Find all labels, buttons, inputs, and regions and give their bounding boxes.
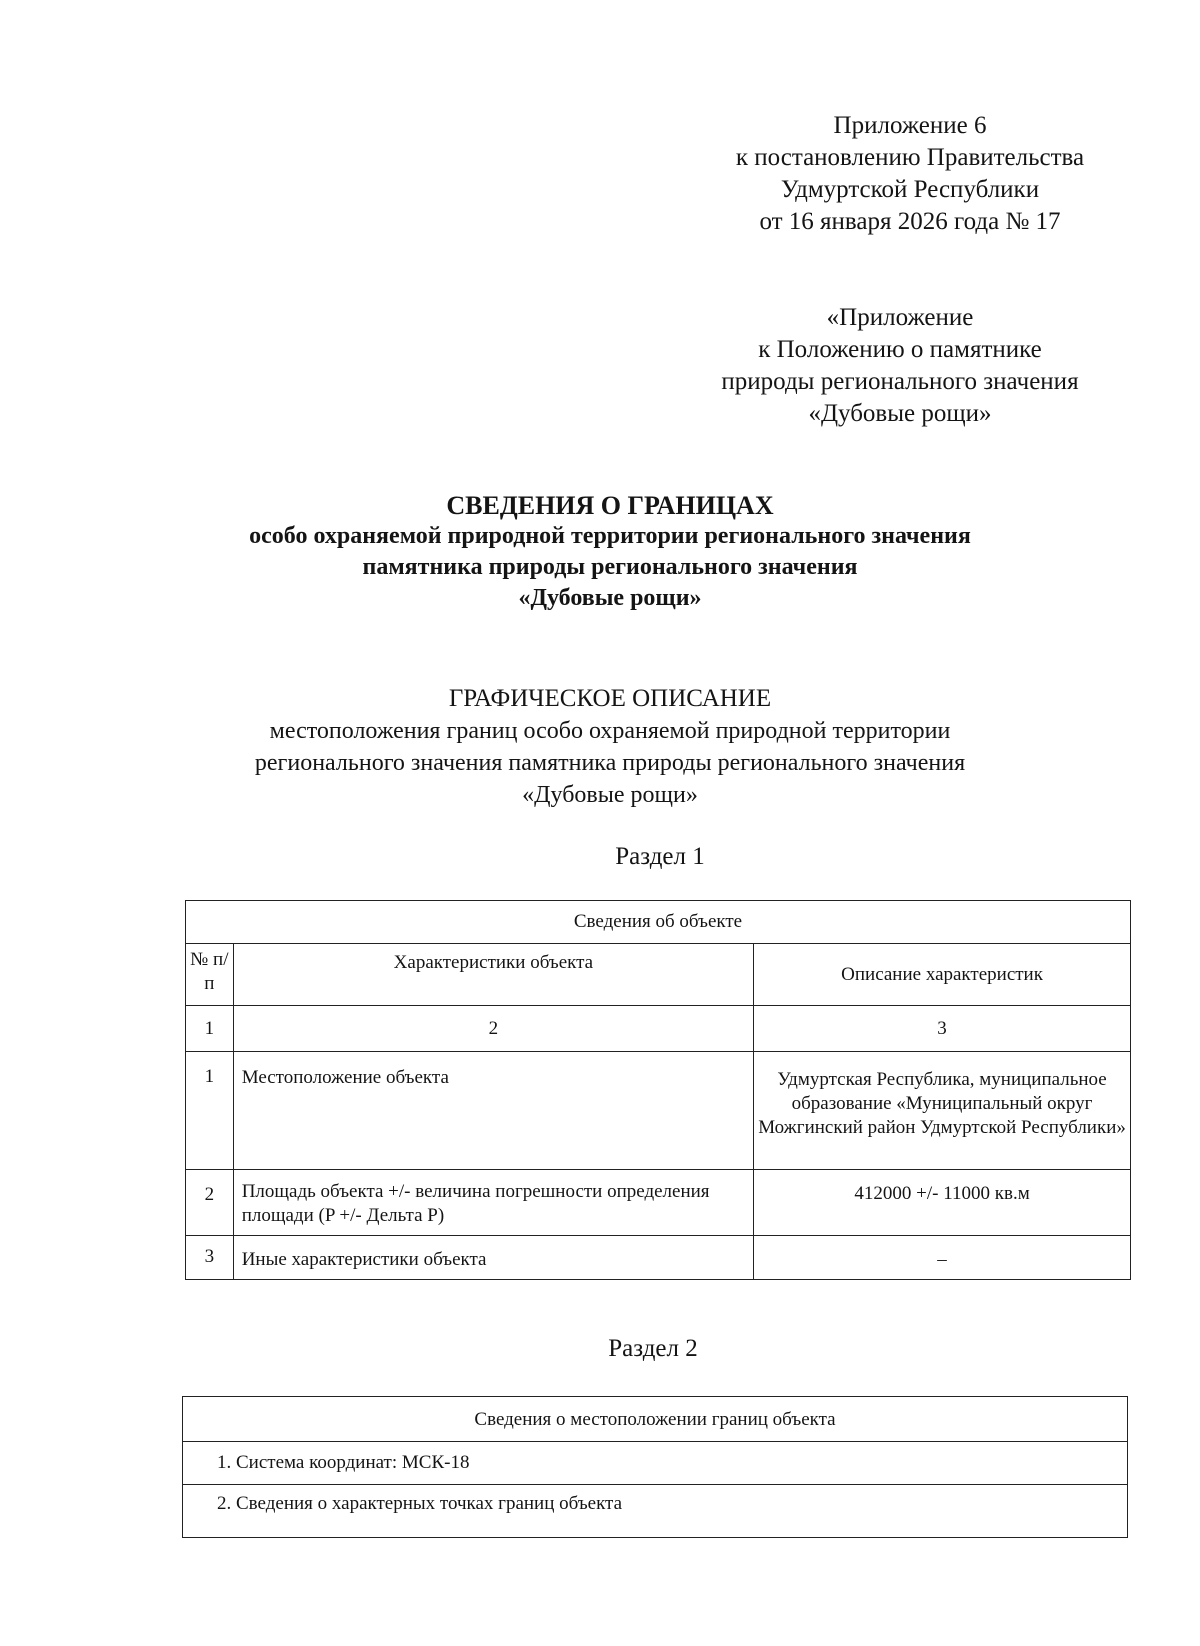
object-info-table-title: Сведения об объекте: [186, 901, 1131, 944]
col-desc-header: Описание характеристик: [754, 944, 1131, 1006]
table-row: [186, 1052, 1131, 1170]
title-line2: особо охраняемой природной территории регионального значения: [249, 523, 971, 549]
graphic-main: ГРАФИЧЕСКОЕ ОПИСАНИЕ: [448, 685, 772, 712]
graphic-line3: регионального значения памятника природы регионального значения: [254, 750, 966, 776]
index-cell-3: 3: [754, 1006, 1131, 1052]
boundary-info-table: [182, 1396, 1128, 1538]
document-title: [200, 490, 1020, 614]
appendix-header: [690, 110, 1130, 238]
object-info-table: [185, 900, 1131, 1280]
boundary-points-item: 2. Сведения о характерных точках границ объекта: [183, 1485, 1128, 1538]
boundary-info-table-title: Сведения о местоположении границ объекта: [183, 1397, 1128, 1442]
col-char-header: Характеристики объекта: [233, 944, 753, 1006]
appendix-sub-line2: к Положению о памятнике: [758, 336, 1042, 363]
graphic-line2: местоположения границ особо охраняемой природной территории: [269, 718, 951, 744]
appendix-republic: Удмуртской Республики: [780, 176, 1040, 203]
index-cell-2: 2: [233, 1006, 753, 1052]
row-num: 2: [186, 1170, 234, 1236]
index-cell-1: 1: [186, 1006, 234, 1052]
row-characteristic: Иные характеристики объекта: [233, 1236, 753, 1280]
section1-label: Раздел 1: [615, 843, 705, 870]
section2-label: Раздел 2: [608, 1335, 698, 1362]
appendix-sub-line1: «Приложение: [826, 304, 974, 331]
appendix-ref: к постановлению Правительства: [735, 144, 1085, 171]
row-description: –: [754, 1236, 1131, 1280]
title-line4: «Дубовые рощи»: [518, 585, 702, 611]
table-row: [186, 1236, 1131, 1280]
title-line3: памятника природы регионального значения: [362, 554, 858, 580]
table-row: [186, 1170, 1131, 1236]
appendix-date: от 16 января 2026 года № 17: [759, 208, 1061, 235]
row-num: 1: [186, 1052, 234, 1170]
coordinate-system-item: 1. Система координат: МСК-18: [183, 1442, 1128, 1485]
row-characteristic: Площадь объекта +/- величина погрешности определения площади (P +/- Дельта P): [233, 1170, 753, 1236]
row-description: Удмуртская Республика, муниципальное образование «Муниципальный округ Можгинский район Удмуртской Республики»: [754, 1052, 1131, 1170]
row-characteristic: Местоположение объекта: [233, 1052, 753, 1170]
graphic-description-title: [200, 683, 1020, 811]
title-main: СВЕДЕНИЯ О ГРАНИЦАХ: [446, 491, 774, 520]
col-num-header: № п/п: [186, 944, 234, 1006]
appendix-sub: [680, 302, 1120, 430]
row-num: 3: [186, 1236, 234, 1280]
appendix-sub-line3: природы регионального значения: [721, 368, 1079, 395]
appendix-number: Приложение 6: [833, 112, 987, 139]
graphic-line4: «Дубовые рощи»: [522, 782, 698, 808]
appendix-sub-line4: «Дубовые рощи»: [808, 400, 992, 427]
row-description: 412000 +/- 11000 кв.м: [754, 1170, 1131, 1236]
